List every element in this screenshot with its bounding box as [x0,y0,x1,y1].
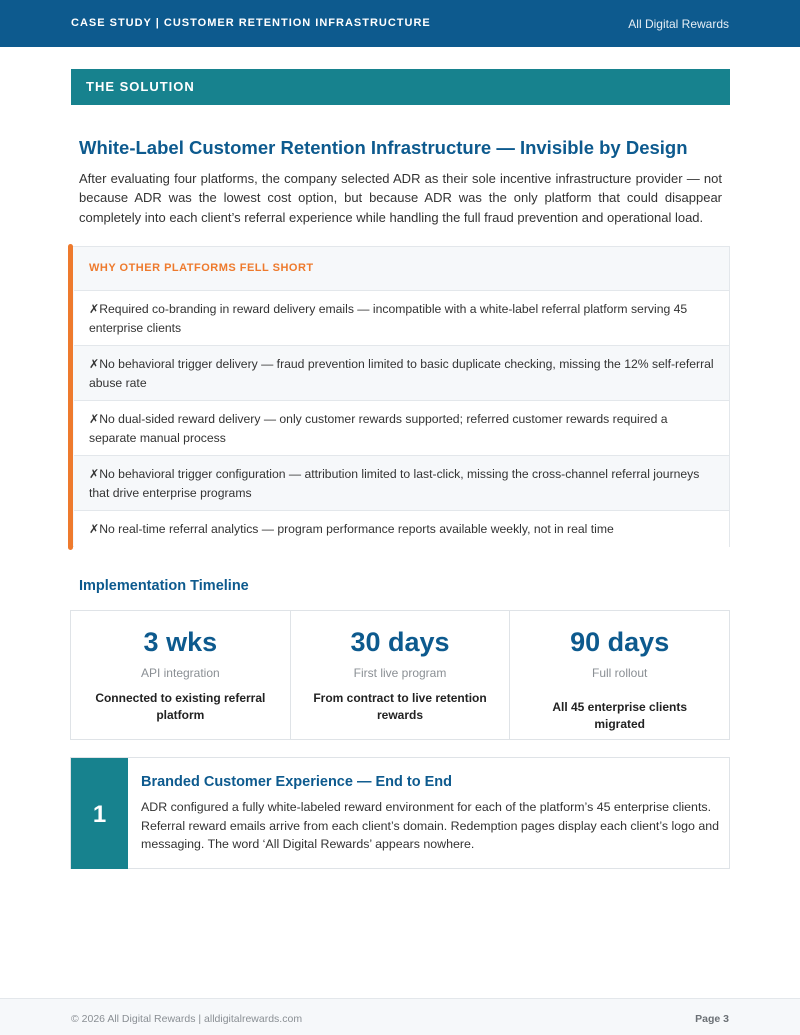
intro-paragraph: After evaluating four platforms, the company selected ADR as their sole incentive infrastructure provider — not because ADR was the lowest cost option, but because ADR was the only platform that could disappear completely into each client’s referral experience while handling the full fraud prevention and operational load. [79,171,722,225]
shortfalls-accent-bar [68,244,73,550]
feature-number-badge: 1 [71,758,128,869]
timeline-step [510,611,729,739]
page-title: White-Label Customer Retention Infrastructure — Invisible by Design [79,137,688,158]
timeline-step-value: 3 wks [143,627,218,657]
timeline-step [71,611,291,739]
timeline-step-label: First live program [353,666,447,680]
shortfall-item: ✗Required co-branding in reward delivery emails — incompatible with a white-label referral platform serving 45 enterprise clients [74,290,729,345]
timeline-step [291,611,511,739]
implementation-timeline [70,610,730,740]
shortfall-item: ✗No behavioral trigger configuration — attribution limited to last-click, missing the cross-channel referral journeys that drive enterprise programs [74,455,729,510]
feature-title: Branded Customer Experience — End to End [141,774,452,790]
shortfall-item: ✗No real-time referral analytics — program performance reports available weekly, not in real time [74,510,729,547]
page-footer [0,998,800,1035]
shortfalls-panel [70,246,730,547]
timeline-step-description: From contract to live retention rewards [313,691,487,722]
timeline-step-description: Connected to existing referral platform [95,691,266,722]
feature-card [70,757,730,869]
top-header-bar [0,0,800,47]
breadcrumb: CASE STUDY | CUSTOMER RETENTION INFRASTRUCTURE [71,17,431,29]
timeline-step-label: API integration [140,666,220,680]
footer-copyright: © 2026 All Digital Rewards | alldigitalrewards.com [71,1013,303,1025]
section-label-solution: THE SOLUTION [71,69,730,105]
feature-description: ADR configured a fully white-labeled reward environment for each of the platform’s 45 enterprise clients. Referral reward emails arrive from each client’s domain. Redemption pages display each client’s logo and messaging. The word ‘All Digital Rewards’ appears nowhere. [141,800,720,851]
timeline-title: Implementation Timeline [79,578,249,594]
timeline-step-label: Full rollout [592,666,648,680]
brand-name: All Digital Rewards [628,17,729,31]
shortfall-item: ✗No dual-sided reward delivery — only customer rewards supported; referred customer rewards required a separate manual process [74,400,729,455]
shortfalls-title: WHY OTHER PLATFORMS FELL SHORT [89,262,314,274]
shortfall-item: ✗No behavioral trigger delivery — fraud prevention limited to basic duplicate checking, missing the 12% self-referral abuse rate [74,345,729,400]
timeline-step-description: All 45 enterprise clients migrated [552,700,688,731]
timeline-step-value: 30 days [350,627,450,657]
timeline-step-value: 90 days [570,627,670,657]
page-number: Page 3 [695,1013,729,1025]
